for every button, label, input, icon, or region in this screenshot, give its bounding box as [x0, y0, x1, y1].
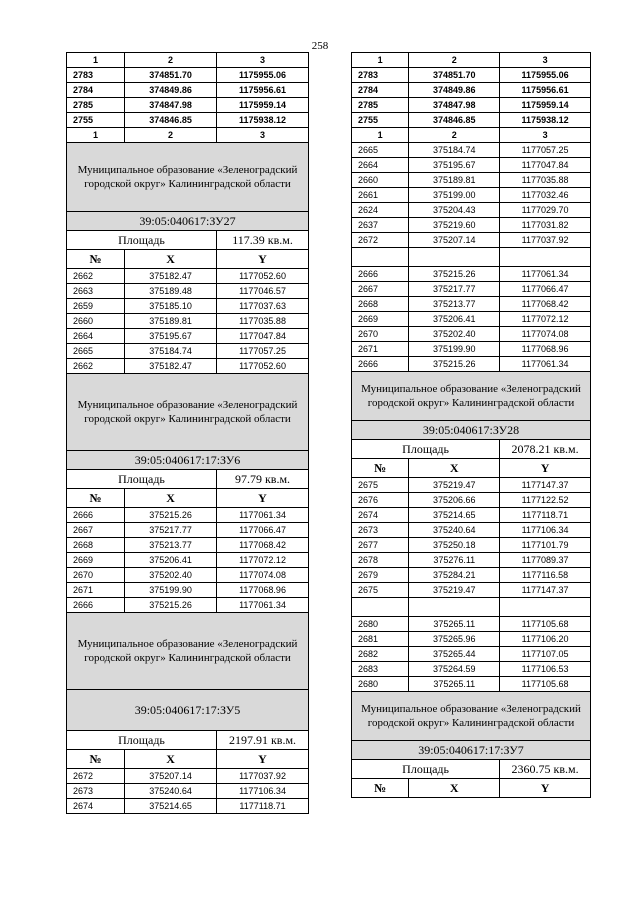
table-cell: Y	[500, 779, 591, 798]
table-cell: 2660	[352, 173, 409, 188]
table-row	[67, 284, 309, 299]
table-cell: 1175955.06	[217, 68, 309, 83]
table-row	[352, 342, 591, 357]
table-cell: 1175956.61	[500, 83, 591, 98]
table-cell: 2784	[352, 83, 409, 98]
table-cell: 375202.40	[409, 327, 500, 342]
table-cell: 1	[67, 128, 125, 143]
table-cell: 374847.98	[409, 98, 500, 113]
area-row	[352, 760, 591, 779]
table-cell: 2670	[352, 327, 409, 342]
table-cell: 375182.47	[125, 359, 217, 374]
table-row	[67, 553, 309, 568]
table-cell: 375184.74	[125, 344, 217, 359]
table-row	[352, 677, 591, 692]
table-cell: 375185.10	[125, 299, 217, 314]
table-cell: 375213.77	[409, 297, 500, 312]
table-row	[352, 173, 591, 188]
table-cell: 374846.85	[409, 113, 500, 128]
column-number-row	[352, 128, 591, 143]
table-cell: 2683	[352, 662, 409, 677]
table-cell: 375215.26	[409, 357, 500, 372]
empty-cell	[500, 598, 591, 617]
table-row	[352, 98, 591, 113]
parcel-number-text: 39:05:040617:17:ЗУ6	[67, 451, 309, 470]
empty-row	[352, 598, 591, 617]
parcel-number	[352, 421, 591, 440]
table-cell: 2675	[352, 583, 409, 598]
table-cell: 375214.65	[409, 508, 500, 523]
empty-cell	[409, 598, 500, 617]
area-value: 117.39 кв.м.	[217, 231, 309, 250]
table-cell: 1177147.37	[500, 478, 591, 493]
table-cell: 1	[352, 128, 409, 143]
table-cell: 1177061.34	[217, 598, 309, 613]
table-row	[352, 523, 591, 538]
table-row	[67, 538, 309, 553]
table-cell: 1177122.52	[500, 493, 591, 508]
table-cell: 1177032.46	[500, 188, 591, 203]
table-cell: 2672	[352, 233, 409, 248]
table-cell: 375214.65	[125, 799, 217, 814]
table-cell: 2	[125, 53, 217, 68]
parcel-number-text: 39:05:040617:17:ЗУ7	[352, 741, 591, 760]
table-cell: 375265.11	[409, 617, 500, 632]
table-row	[352, 357, 591, 372]
table-cell: 375204.43	[409, 203, 500, 218]
table-row	[67, 769, 309, 784]
table-cell: 375207.14	[125, 769, 217, 784]
table-cell: 1177066.47	[500, 282, 591, 297]
left-coordinate-table	[66, 52, 309, 814]
table-cell: 2783	[67, 68, 125, 83]
table-row	[352, 158, 591, 173]
column-number-row	[67, 128, 309, 143]
table-cell: 375265.44	[409, 647, 500, 662]
table-cell: 2	[409, 53, 500, 68]
table-row	[67, 344, 309, 359]
table-cell: 375219.47	[409, 478, 500, 493]
table-cell: 375202.40	[125, 568, 217, 583]
area-value: 2078.21 кв.м.	[500, 440, 591, 459]
table-cell: 2667	[67, 523, 125, 538]
table-cell: 1177107.05	[500, 647, 591, 662]
axis-header-row	[67, 489, 309, 508]
table-cell: 2783	[352, 68, 409, 83]
table-cell: 375215.26	[409, 267, 500, 282]
area-row	[67, 731, 309, 750]
empty-cell	[409, 248, 500, 267]
table-cell: 375206.41	[125, 553, 217, 568]
table-cell: 2665	[352, 143, 409, 158]
table-cell: 2667	[352, 282, 409, 297]
area-label: Площадь	[67, 731, 217, 750]
table-cell: 2680	[352, 617, 409, 632]
table-cell: 2785	[352, 98, 409, 113]
table-cell: 1177068.96	[500, 342, 591, 357]
empty-cell	[352, 598, 409, 617]
table-row	[67, 784, 309, 799]
table-row	[67, 508, 309, 523]
parcel-number	[352, 741, 591, 760]
table-cell: 375217.77	[125, 523, 217, 538]
table-cell: 2624	[352, 203, 409, 218]
table-cell: 2662	[67, 269, 125, 284]
table-cell: 2661	[352, 188, 409, 203]
table-cell: 2669	[67, 553, 125, 568]
table-cell: 2668	[67, 538, 125, 553]
table-cell: 374847.98	[125, 98, 217, 113]
table-cell: 2666	[352, 267, 409, 282]
table-row	[67, 359, 309, 374]
table-cell: 2663	[67, 284, 125, 299]
table-cell: 375219.47	[409, 583, 500, 598]
table-cell: Y	[217, 250, 309, 269]
table-row	[352, 493, 591, 508]
table-cell: 3	[217, 53, 309, 68]
table-cell: 375189.81	[409, 173, 500, 188]
table-cell: 375189.48	[125, 284, 217, 299]
table-cell: 2671	[67, 583, 125, 598]
table-row	[352, 662, 591, 677]
table-cell: 1177105.68	[500, 677, 591, 692]
table-row	[67, 568, 309, 583]
table-cell: 375215.26	[125, 508, 217, 523]
table-cell: 2673	[352, 523, 409, 538]
municipality-caption	[67, 143, 309, 212]
table-row	[67, 68, 309, 83]
parcel-number-text: 39:05:040617:ЗУ27	[67, 212, 309, 231]
table-cell: 1177116.58	[500, 568, 591, 583]
table-cell: 375264.59	[409, 662, 500, 677]
table-cell: 2679	[352, 568, 409, 583]
table-cell: 2676	[352, 493, 409, 508]
table-cell: 1177057.25	[500, 143, 591, 158]
table-cell: 375240.64	[409, 523, 500, 538]
table-cell: 1177035.88	[500, 173, 591, 188]
table-cell: 374849.86	[409, 83, 500, 98]
table-cell: 1175938.12	[500, 113, 591, 128]
table-row	[352, 218, 591, 233]
area-value: 97.79 кв.м.	[217, 470, 309, 489]
table-cell: 375206.66	[409, 493, 500, 508]
area-label: Площадь	[67, 231, 217, 250]
table-cell: 2678	[352, 553, 409, 568]
table-row	[352, 203, 591, 218]
table-row	[352, 188, 591, 203]
table-cell: 375219.60	[409, 218, 500, 233]
area-row	[67, 470, 309, 489]
table-cell: 375199.90	[125, 583, 217, 598]
axis-header-row	[352, 779, 591, 798]
table-row	[67, 329, 309, 344]
table-cell: 3	[500, 53, 591, 68]
table-cell: 2668	[352, 297, 409, 312]
municipality-caption-text: Муниципальное образование «Зеленоградский городской округ» Калининградской области	[352, 692, 591, 741]
table-cell: 1177101.79	[500, 538, 591, 553]
table-cell: 1177066.47	[217, 523, 309, 538]
table-cell: 1177106.53	[500, 662, 591, 677]
municipality-caption-text: Муниципальное образование «Зеленоградский городской округ» Калининградской области	[67, 143, 309, 212]
table-cell: 2666	[352, 357, 409, 372]
area-value: 2197.91 кв.м.	[217, 731, 309, 750]
table-cell: 3	[217, 128, 309, 143]
area-label: Площадь	[67, 470, 217, 489]
empty-row	[352, 248, 591, 267]
table-cell: X	[125, 750, 217, 769]
table-cell: 2674	[67, 799, 125, 814]
table-cell: 1177037.92	[500, 233, 591, 248]
table-row	[67, 299, 309, 314]
parcel-number-text: 39:05:040617:17:ЗУ5	[67, 690, 309, 731]
table-cell: 1177047.84	[217, 329, 309, 344]
table-cell: 375195.67	[125, 329, 217, 344]
table-cell: 1177089.37	[500, 553, 591, 568]
empty-cell	[500, 248, 591, 267]
table-cell: Y	[217, 489, 309, 508]
table-cell: 2664	[67, 329, 125, 344]
table-cell: 1177118.71	[217, 799, 309, 814]
table-row	[67, 98, 309, 113]
area-row	[67, 231, 309, 250]
table-cell: 1177037.92	[217, 769, 309, 784]
table-cell: 1177068.96	[217, 583, 309, 598]
table-cell: 375265.96	[409, 632, 500, 647]
table-cell: 1177106.34	[500, 523, 591, 538]
table-cell: 2659	[67, 299, 125, 314]
table-cell: X	[409, 459, 500, 478]
table-row	[352, 617, 591, 632]
table-cell: Y	[500, 459, 591, 478]
table-cell: 2675	[352, 478, 409, 493]
table-row	[67, 314, 309, 329]
table-cell: 375207.14	[409, 233, 500, 248]
table-row	[67, 83, 309, 98]
left-column	[66, 52, 309, 814]
table-row	[67, 523, 309, 538]
table-cell: 2665	[67, 344, 125, 359]
table-row	[352, 143, 591, 158]
table-cell: 2680	[352, 677, 409, 692]
table-cell: 2666	[67, 598, 125, 613]
table-cell: 1177057.25	[217, 344, 309, 359]
table-cell: №	[352, 459, 409, 478]
table-cell: 375199.00	[409, 188, 500, 203]
municipality-caption-text: Муниципальное образование «Зеленоградский городской округ» Калининградской области	[67, 374, 309, 451]
table-row	[352, 632, 591, 647]
table-cell: 1177074.08	[217, 568, 309, 583]
table-cell: 1175938.12	[217, 113, 309, 128]
table-cell: 2671	[352, 342, 409, 357]
table-cell: №	[67, 750, 125, 769]
area-label: Площадь	[352, 760, 500, 779]
table-cell: 3	[500, 128, 591, 143]
table-cell: 2662	[67, 359, 125, 374]
area-label: Площадь	[352, 440, 500, 459]
table-row	[67, 113, 309, 128]
table-row	[67, 583, 309, 598]
table-cell: 1177068.42	[217, 538, 309, 553]
table-cell: 375250.18	[409, 538, 500, 553]
parcel-number	[67, 690, 309, 731]
table-cell: 1177118.71	[500, 508, 591, 523]
table-cell: X	[125, 489, 217, 508]
table-cell: 1177046.57	[217, 284, 309, 299]
table-cell: 375206.41	[409, 312, 500, 327]
municipality-caption	[352, 692, 591, 741]
table-cell: 2784	[67, 83, 125, 98]
table-cell: 2669	[352, 312, 409, 327]
table-cell: 2755	[67, 113, 125, 128]
table-cell: 374846.85	[125, 113, 217, 128]
table-cell: 1177068.42	[500, 297, 591, 312]
table-cell: 2755	[352, 113, 409, 128]
table-cell: 1177047.84	[500, 158, 591, 173]
table-cell: 375276.11	[409, 553, 500, 568]
parcel-number-text: 39:05:040617:ЗУ28	[352, 421, 591, 440]
axis-header-row	[67, 750, 309, 769]
table-cell: 374851.70	[125, 68, 217, 83]
table-cell: 1177061.34	[500, 267, 591, 282]
table-cell: 1177061.34	[217, 508, 309, 523]
table-cell: 2682	[352, 647, 409, 662]
table-cell: 2660	[67, 314, 125, 329]
area-value: 2360.75 кв.м.	[500, 760, 591, 779]
table-cell: 375284.21	[409, 568, 500, 583]
table-cell: 1177106.34	[217, 784, 309, 799]
table-cell: 1175959.14	[217, 98, 309, 113]
table-cell: 2674	[352, 508, 409, 523]
table-cell: 2	[125, 128, 217, 143]
table-cell: X	[409, 779, 500, 798]
table-cell: X	[125, 250, 217, 269]
table-row	[352, 83, 591, 98]
parcel-number	[67, 451, 309, 470]
table-row	[67, 799, 309, 814]
table-cell: №	[352, 779, 409, 798]
parcel-number	[67, 212, 309, 231]
table-row	[352, 538, 591, 553]
table-cell: 2666	[67, 508, 125, 523]
table-cell: Y	[217, 750, 309, 769]
municipality-caption	[67, 613, 309, 690]
table-cell: 2673	[67, 784, 125, 799]
table-cell: 1175956.61	[217, 83, 309, 98]
table-cell: 2681	[352, 632, 409, 647]
table-row	[352, 267, 591, 282]
table-row	[352, 312, 591, 327]
empty-cell	[352, 248, 409, 267]
table-row	[352, 282, 591, 297]
table-row	[352, 478, 591, 493]
table-cell: 1177147.37	[500, 583, 591, 598]
right-column	[351, 52, 591, 798]
table-cell: 1177074.08	[500, 327, 591, 342]
table-row	[352, 327, 591, 342]
area-row	[352, 440, 591, 459]
table-cell: 1177106.20	[500, 632, 591, 647]
municipality-caption-text: Муниципальное образование «Зеленоградский городской округ» Калининградской области	[67, 613, 309, 690]
table-row	[352, 647, 591, 662]
table-cell: 1177105.68	[500, 617, 591, 632]
table-row	[352, 233, 591, 248]
table-cell: 375265.11	[409, 677, 500, 692]
table-cell: 375184.74	[409, 143, 500, 158]
table-cell: 2637	[352, 218, 409, 233]
table-cell: 375240.64	[125, 784, 217, 799]
column-number-row	[67, 53, 309, 68]
table-row	[352, 297, 591, 312]
table-cell: 1177052.60	[217, 269, 309, 284]
table-cell: 1	[352, 53, 409, 68]
table-cell: 375217.77	[409, 282, 500, 297]
table-cell: 374849.86	[125, 83, 217, 98]
table-cell: 1177035.88	[217, 314, 309, 329]
table-cell: 2	[409, 128, 500, 143]
table-cell: 2677	[352, 538, 409, 553]
page-number: 258	[311, 40, 329, 52]
table-cell: №	[67, 489, 125, 508]
table-cell: 2785	[67, 98, 125, 113]
table-cell: 375215.26	[125, 598, 217, 613]
table-row	[352, 68, 591, 83]
table-row	[67, 598, 309, 613]
table-cell: №	[67, 250, 125, 269]
table-cell: 375199.90	[409, 342, 500, 357]
table-cell: 375213.77	[125, 538, 217, 553]
table-row	[352, 113, 591, 128]
right-coordinate-table	[351, 52, 591, 798]
table-cell: 375189.81	[125, 314, 217, 329]
table-cell: 1177072.12	[500, 312, 591, 327]
table-cell: 1	[67, 53, 125, 68]
table-cell: 1177052.60	[217, 359, 309, 374]
table-cell: 1177037.63	[217, 299, 309, 314]
municipality-caption	[352, 372, 591, 421]
municipality-caption-text: Муниципальное образование «Зеленоградский городской округ» Калининградской области	[352, 372, 591, 421]
table-cell: 1177072.12	[217, 553, 309, 568]
column-number-row	[352, 53, 591, 68]
table-row	[352, 508, 591, 523]
table-row	[352, 568, 591, 583]
table-row	[352, 583, 591, 598]
table-cell: 1177031.82	[500, 218, 591, 233]
table-cell: 1175955.06	[500, 68, 591, 83]
table-cell: 2672	[67, 769, 125, 784]
table-row	[352, 553, 591, 568]
axis-header-row	[67, 250, 309, 269]
table-row	[67, 269, 309, 284]
table-cell: 1175959.14	[500, 98, 591, 113]
table-cell: 1177029.70	[500, 203, 591, 218]
table-cell: 1177061.34	[500, 357, 591, 372]
municipality-caption	[67, 374, 309, 451]
axis-header-row	[352, 459, 591, 478]
table-cell: 2670	[67, 568, 125, 583]
table-cell: 2664	[352, 158, 409, 173]
table-cell: 375182.47	[125, 269, 217, 284]
table-cell: 375195.67	[409, 158, 500, 173]
table-cell: 374851.70	[409, 68, 500, 83]
